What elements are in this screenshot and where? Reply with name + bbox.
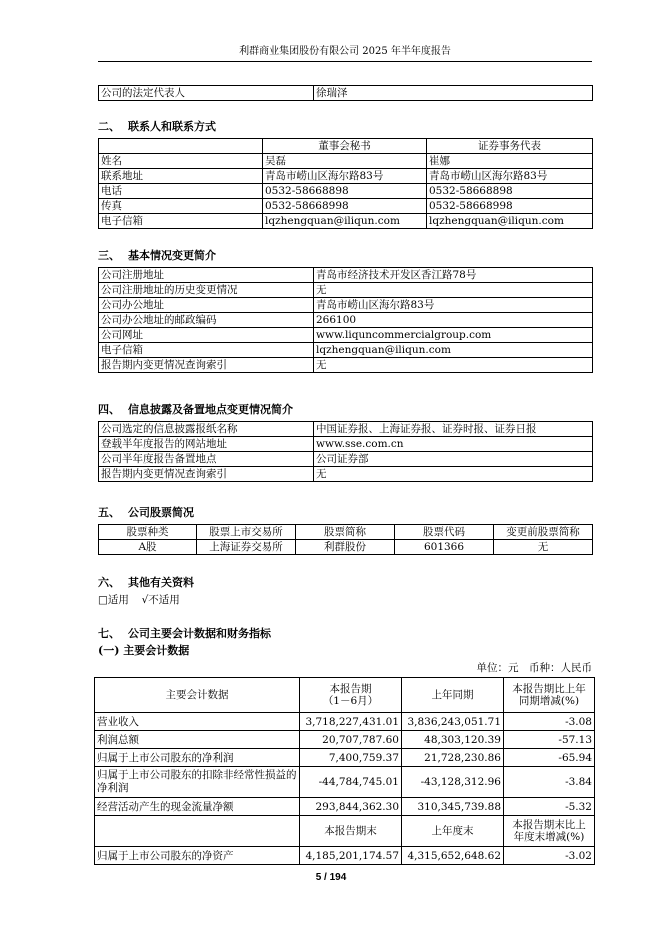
row-value: lqzhengquan@iliqun.com xyxy=(314,343,593,358)
subsection-heading: (一) 主要会计数据 xyxy=(98,644,190,657)
row-label: 归属于上市公司股东的净资产 xyxy=(95,847,300,865)
secretary-value: 吴磊 xyxy=(263,154,427,169)
prior-value: 310,345,739.88 xyxy=(402,798,504,816)
header-cell: 变更前股票简称 xyxy=(494,525,593,540)
section-number: 六、 xyxy=(98,576,120,589)
header-cell-change-end xyxy=(504,816,595,847)
stock-table xyxy=(98,524,593,555)
row-label: 公司半年度报告备置地点 xyxy=(99,452,314,467)
current-value: 7,400,759.37 xyxy=(300,749,402,767)
row-value: 中国证券报、上海证券报、证券时报、证券日报 xyxy=(314,422,593,437)
row-label: 公司注册地址 xyxy=(99,268,314,283)
table-row xyxy=(99,437,593,452)
rep-value: 0532-58668998 xyxy=(427,199,593,214)
header-cell-prior: 上年同期 xyxy=(402,678,504,713)
basic-info-table xyxy=(98,267,593,373)
financial-table xyxy=(94,677,595,865)
table-row xyxy=(99,268,593,283)
row-label: 报告期内变更情况查询索引 xyxy=(99,467,314,482)
section-number: 四、 xyxy=(98,403,120,416)
row-label: 电子信箱 xyxy=(99,343,314,358)
row-value: 公司证券部 xyxy=(314,452,593,467)
header-cell: 股票种类 xyxy=(99,525,197,540)
table-row xyxy=(99,358,593,373)
table-row xyxy=(99,283,593,298)
row-label: 姓名 xyxy=(99,154,263,169)
stock-former-name: 无 xyxy=(494,540,593,555)
table-header-row xyxy=(99,525,593,540)
header-cell: 股票上市交易所 xyxy=(197,525,296,540)
table-header-row xyxy=(95,678,595,713)
prior-value: -43,128,312.96 xyxy=(402,767,504,798)
row-value: www.liquncommercialgroup.com xyxy=(314,328,593,343)
header-cell-current xyxy=(300,678,402,713)
table-row xyxy=(99,343,593,358)
row-value: 青岛市经济技术开发区香江路78号 xyxy=(314,268,593,283)
stock-exchange: 上海证券交易所 xyxy=(197,540,296,555)
legal-rep-value: 徐瑞泽 xyxy=(314,86,593,101)
prior-value: 48,303,120.39 xyxy=(402,731,504,749)
section-heading-basic-info xyxy=(98,249,216,263)
current-value: 4,185,201,174.57 xyxy=(300,847,402,865)
table-row xyxy=(99,467,593,482)
current-value: 20,707,787.60 xyxy=(300,731,402,749)
section-heading-other xyxy=(98,576,194,590)
change-value: -3.08 xyxy=(504,713,595,731)
table-row xyxy=(99,169,593,184)
table-header-row xyxy=(95,816,595,847)
row-label: 公司网址 xyxy=(99,328,314,343)
secretary-value: 0532-58668898 xyxy=(263,184,427,199)
header-cell-secretary: 董事会秘书 xyxy=(263,139,427,154)
legal-rep-label: 公司的法定代表人 xyxy=(99,86,314,101)
table-row xyxy=(95,798,595,816)
section-title: 公司主要会计数据和财务指标 xyxy=(128,627,271,640)
section-heading-stock xyxy=(98,506,194,520)
header-cell-empty xyxy=(99,139,263,154)
page-header: 利群商业集团股份有限公司 2025 年半年度报告 xyxy=(239,46,451,57)
current-value: 293,844,362.30 xyxy=(300,798,402,816)
section-number: 五、 xyxy=(98,506,120,519)
table-row xyxy=(99,298,593,313)
section-heading-financial xyxy=(98,627,271,641)
table-row xyxy=(99,540,593,555)
secretary-value: 青岛市崂山区海尔路83号 xyxy=(263,169,427,184)
row-label: 电子信箱 xyxy=(99,214,263,229)
row-label: 利润总额 xyxy=(95,731,300,749)
table-row xyxy=(99,199,593,214)
row-label: 归属于上市公司股东的净利润 xyxy=(95,749,300,767)
row-value: 青岛市崂山区海尔路83号 xyxy=(314,298,593,313)
header-change-line2: 同期增减(%) xyxy=(518,695,580,707)
table-row xyxy=(99,313,593,328)
table-row xyxy=(99,184,593,199)
table-header-row xyxy=(99,139,593,154)
unit-note: 单位：元 币种：人民币 xyxy=(476,662,592,674)
prior-value: 21,728,230.86 xyxy=(402,749,504,767)
section-number: 二、 xyxy=(98,120,120,133)
section-title: 信息披露及备置地点变更情况简介 xyxy=(128,403,293,416)
section-heading-contacts xyxy=(98,120,216,134)
section-title: 其他有关资料 xyxy=(128,576,194,589)
prior-value: 3,836,243,051.71 xyxy=(402,713,504,731)
table-row xyxy=(99,154,593,169)
header-divider xyxy=(98,61,592,62)
rep-value: lqzhengquan@iliqun.com xyxy=(427,214,593,229)
header-cell-year-end: 上年度末 xyxy=(402,816,504,847)
header-cell: 股票简称 xyxy=(296,525,395,540)
table-row xyxy=(95,767,595,798)
section-number: 七、 xyxy=(98,627,120,640)
page-number: 5 / 194 xyxy=(315,872,347,883)
header-cell-rep: 证券事务代表 xyxy=(427,139,593,154)
table-row xyxy=(95,713,595,731)
table-row xyxy=(99,328,593,343)
header-current-line1: 本报告期 xyxy=(329,683,372,695)
table-row xyxy=(95,749,595,767)
header-cell-period-end: 本报告期末 xyxy=(300,816,402,847)
option-applicable: □适用 xyxy=(98,594,129,606)
row-value: 无 xyxy=(314,467,593,482)
table-row xyxy=(99,86,593,101)
section-title: 基本情况变更简介 xyxy=(128,249,216,262)
change-value: -5.32 xyxy=(504,798,595,816)
stock-short-name: 利群股份 xyxy=(296,540,395,555)
section-heading-disclosure xyxy=(98,403,293,417)
applicability-options xyxy=(98,593,180,607)
change-value: -3.84 xyxy=(504,767,595,798)
section-title: 联系人和联系方式 xyxy=(128,120,216,133)
change-value: -3.02 xyxy=(504,847,595,865)
row-label: 公司选定的信息披露报纸名称 xyxy=(99,422,314,437)
header-current-line2: （1－6月） xyxy=(322,695,379,707)
secretary-value: 0532-58668998 xyxy=(263,199,427,214)
row-label: 经营活动产生的现金流量净额 xyxy=(95,798,300,816)
rep-value: 0532-58668898 xyxy=(427,184,593,199)
row-label: 公司办公地址 xyxy=(99,298,314,313)
stock-code: 601366 xyxy=(395,540,494,555)
header-change-end-line2: 年度末增减(%) xyxy=(513,831,585,843)
row-value: www.sse.com.cn xyxy=(314,437,593,452)
table-row xyxy=(95,847,595,865)
stock-type: A股 xyxy=(99,540,197,555)
section-title: 公司股票简况 xyxy=(128,506,194,519)
row-label: 公司办公地址的邮政编码 xyxy=(99,313,314,328)
row-label: 电话 xyxy=(99,184,263,199)
current-value: -44,784,745.01 xyxy=(300,767,402,798)
legal-rep-table xyxy=(98,85,593,101)
row-label: 传真 xyxy=(99,199,263,214)
header-cell-change xyxy=(504,678,595,713)
row-label: 营业收入 xyxy=(95,713,300,731)
option-not-applicable: √不适用 xyxy=(141,594,180,606)
row-value: 266100 xyxy=(314,313,593,328)
section-number: 三、 xyxy=(98,249,120,262)
table-row xyxy=(95,731,595,749)
contacts-table xyxy=(98,138,593,229)
header-cell-empty xyxy=(95,816,300,847)
header-cell-item: 主要会计数据 xyxy=(95,678,300,713)
rep-value: 崔娜 xyxy=(427,154,593,169)
current-value: 3,718,227,431.01 xyxy=(300,713,402,731)
row-value: 无 xyxy=(314,358,593,373)
table-row xyxy=(99,214,593,229)
row-label: 公司注册地址的历史变更情况 xyxy=(99,283,314,298)
prior-value: 4,315,652,648.62 xyxy=(402,847,504,865)
header-change-end-line1: 本报告期末比上 xyxy=(512,819,586,831)
change-value: -65.94 xyxy=(504,749,595,767)
disclosure-table xyxy=(98,421,593,482)
row-label: 联系地址 xyxy=(99,169,263,184)
table-row xyxy=(99,422,593,437)
row-label: 登载半年度报告的网站地址 xyxy=(99,437,314,452)
secretary-value: lqzhengquan@iliqun.com xyxy=(263,214,427,229)
row-label: 归属于上市公司股东的扣除非经常性损益的净利润 xyxy=(95,767,300,798)
header-cell: 股票代码 xyxy=(395,525,494,540)
row-value: 无 xyxy=(314,283,593,298)
header-change-line1: 本报告期比上年 xyxy=(512,683,586,695)
table-row xyxy=(99,452,593,467)
row-label: 报告期内变更情况查询索引 xyxy=(99,358,314,373)
rep-value: 青岛市崂山区海尔路83号 xyxy=(427,169,593,184)
change-value: -57.13 xyxy=(504,731,595,749)
